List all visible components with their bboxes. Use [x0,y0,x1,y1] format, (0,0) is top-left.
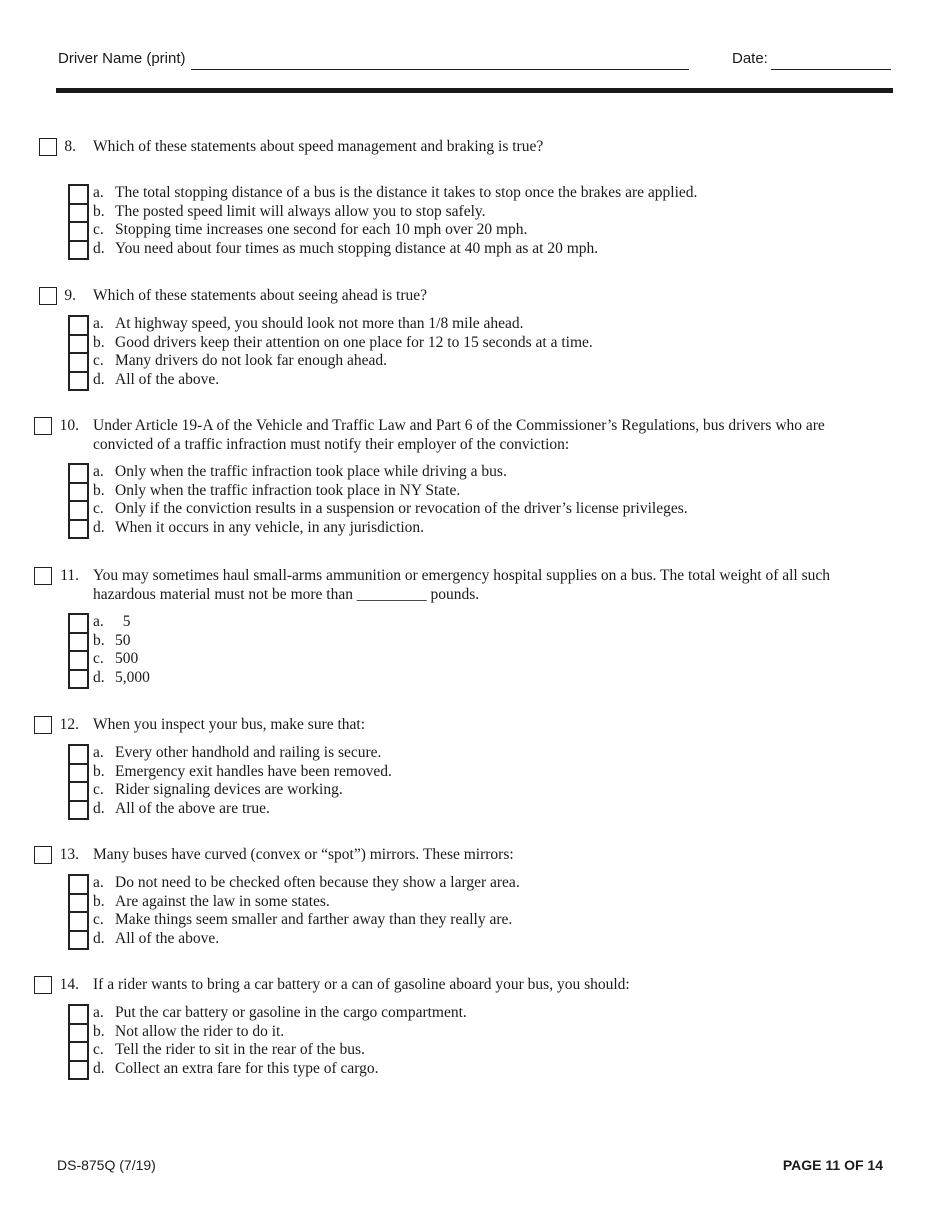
question-number: 11. [60,567,79,584]
option-letter: b. [93,762,105,780]
option-text: 50 [115,631,131,649]
question-number: 12. [59,716,79,733]
option-letter: a. [93,613,104,630]
header-divider [56,88,893,93]
option-letter: d. [93,518,105,536]
option-checkbox[interactable] [68,930,89,950]
option-checkbox[interactable] [68,800,89,820]
form-id: DS-875Q (7/19) [57,1157,156,1173]
option-text: Only when the traffic infraction took place in NY State. [115,481,461,499]
option-checkbox[interactable] [68,334,89,353]
date-field[interactable] [771,69,891,70]
option-checkbox[interactable] [68,1060,89,1080]
option-letter: d. [93,668,105,686]
option-checkbox[interactable] [68,1041,89,1060]
option-letter: d. [93,239,105,257]
option-checkbox[interactable] [68,613,89,632]
option-checkbox[interactable] [68,315,89,334]
option-text: 500 [115,650,139,667]
option-letter: a. [93,874,104,891]
option-checkbox[interactable] [68,352,89,371]
option-letter: b. [93,1022,105,1040]
option-text: You need about four times as much stopping distance at 40 mph as at 20 mph. [115,239,599,257]
option-checkbox[interactable] [68,482,89,501]
option-letter: a. [93,1004,104,1021]
option-text: All of the above. [115,929,220,947]
option-letter: d. [93,1059,105,1077]
question-number: 9. [64,287,76,304]
option-checkbox[interactable] [68,221,89,240]
option-letter: c. [93,781,104,798]
question-text: When you inspect your bus, make sure that: [93,716,366,733]
option-text: Stopping time increases one second for each 10 mph over 20 mph. [115,221,528,238]
option-checkbox[interactable] [68,874,89,893]
option-text: All of the above. [115,370,220,388]
option-text: Collect an extra fare for this type of cargo. [115,1059,379,1077]
answer-box-14[interactable] [34,976,52,994]
option-text: Only if the conviction results in a suspension or revocation of the driver’s license privileges. [115,500,688,517]
date-label: Date: [732,50,768,67]
option-text: When it occurs in any vehicle, in any jurisdiction. [115,518,425,536]
question-number: 8. [64,138,76,155]
answer-box-12[interactable] [34,716,52,734]
option-text: Every other handhold and railing is secure. [115,744,382,761]
option-checkbox[interactable] [68,184,89,203]
option-letter: c. [93,352,104,369]
option-letter: a. [93,184,104,201]
option-letter: a. [93,744,104,761]
option-checkbox[interactable] [68,371,89,391]
option-checkbox[interactable] [68,650,89,669]
option-checkbox[interactable] [68,781,89,800]
option-text: 5 [115,613,131,630]
option-letter: c. [93,221,104,238]
page-number: PAGE 11 OF 14 [782,1157,883,1173]
option-letter: a. [93,315,104,332]
question-number: 14. [59,976,79,993]
option-text: Only when the traffic infraction took place while driving a bus. [115,463,507,480]
option-letter: c. [93,911,104,928]
question-text: Under Article 19-A of the Vehicle and Traffic Law and Part 6 of the Commissioner’s Regulations, bus drivers who are convicted of a traffic infraction must notify their employer of the conviction: [93,417,825,453]
option-letter: b. [93,481,105,499]
option-text: Tell the rider to sit in the rear of the bus. [115,1041,365,1058]
option-letter: d. [93,799,105,817]
option-checkbox[interactable] [68,744,89,763]
option-letter: d. [93,370,105,388]
option-checkbox[interactable] [68,240,89,260]
option-checkbox[interactable] [68,911,89,930]
option-text: Emergency exit handles have been removed. [115,762,392,780]
question-text: Many buses have curved (convex or “spot”) mirrors. These mirrors: [93,846,514,863]
option-text: Put the car battery or gasoline in the cargo compartment. [115,1004,467,1021]
option-checkbox[interactable] [68,1023,89,1042]
option-text: Not allow the rider to do it. [115,1022,285,1040]
question-number: 13. [59,846,79,863]
option-text: All of the above are true. [115,799,270,817]
driver-name-label: Driver Name (print) [58,50,186,67]
option-text: Rider signaling devices are working. [115,781,343,798]
question-number: 10. [59,417,79,434]
option-checkbox[interactable] [68,500,89,519]
option-text: At highway speed, you should look not more than 1/8 mile ahead. [115,315,524,332]
form-header [58,50,892,72]
option-letter: d. [93,929,105,947]
option-letter: c. [93,650,104,667]
option-checkbox[interactable] [68,763,89,782]
question-text: Which of these statements about seeing ahead is true? [93,287,427,304]
option-letter: b. [93,202,105,220]
option-text: Many drivers do not look far enough ahead. [115,352,388,369]
option-text: Good drivers keep their attention on one place for 12 to 15 seconds at a time. [115,333,593,351]
option-letter: a. [93,463,104,480]
question-text: If a rider wants to bring a car battery or a can of gasoline aboard your bus, you should: [93,976,630,993]
option-checkbox[interactable] [68,669,89,689]
answer-box-10[interactable] [34,417,52,435]
option-checkbox[interactable] [68,893,89,912]
option-letter: c. [93,500,104,517]
option-letter: b. [93,892,105,910]
option-text: The posted speed limit will always allow you to stop safely. [115,202,486,220]
option-checkbox[interactable] [68,463,89,482]
option-text: Are against the law in some states. [115,892,330,910]
option-checkbox[interactable] [68,1004,89,1023]
option-checkbox[interactable] [68,519,89,539]
question-text: Which of these statements about speed management and braking is true? [93,138,544,155]
option-text: Do not need to be checked often because they show a larger area. [115,874,520,891]
option-letter: b. [93,333,105,351]
option-text: The total stopping distance of a bus is the distance it takes to stop once the brakes are applied. [115,184,698,201]
answer-box-11[interactable] [34,567,52,585]
option-letter: c. [93,1041,104,1058]
option-letter: b. [93,631,105,649]
option-checkbox[interactable] [68,203,89,222]
option-text: 5,000 [115,668,150,686]
answer-box-13[interactable] [34,846,52,864]
option-text: Make things seem smaller and farther away than they really are. [115,911,513,928]
option-checkbox[interactable] [68,632,89,651]
question-text: You may sometimes haul small-arms ammunition or emergency hospital supplies on a bus. The total weight of all such hazardous material must not be more than _________ pounds. [93,567,831,603]
driver-name-field[interactable] [191,69,689,70]
